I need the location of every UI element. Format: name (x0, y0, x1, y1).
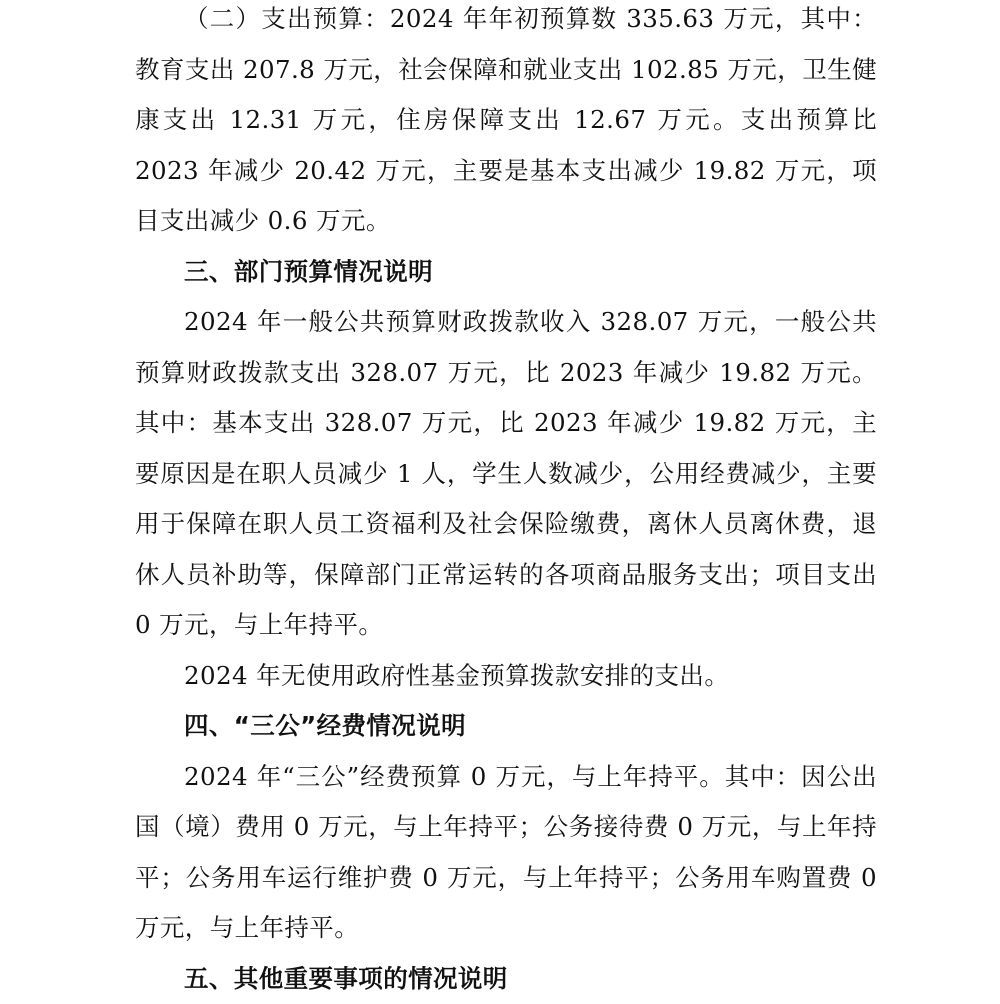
paragraph-expenditure-budget: （二）支出预算：2024 年年初预算数 335.63 万元，其中：教育支出 207.8 万元，社会保障和就业支出 102.85 万元，卫生健康支出 12.31 万元，住房保障支出 12.67 万元。支出预算比 2023 年减少 20.42 万元，主要是基本支出减少 19.82 万元，项目支出减少 0.6 万元。 (135, 0, 877, 247)
paragraph-three-public-expenses: 2024 年“三公”经费预算 0 万元，与上年持平。其中：因公出国（境）费用 0 万元，与上年持平；公务接待费 0 万元，与上年持平；公务用车运行维护费 0 万元，与上年持平；公务用车购置费 0 万元，与上年持平。 (135, 752, 877, 954)
paragraph-government-fund: 2024 年无使用政府性基金预算拨款安排的支出。 (135, 651, 877, 702)
document-page (135, 0, 877, 1004)
heading-section-3: 三、部门预算情况说明 (135, 247, 877, 298)
heading-section-4: 四、“三公”经费情况说明 (135, 701, 877, 752)
paragraph-department-budget: 2024 年一般公共预算财政拨款收入 328.07 万元，一般公共预算财政拨款支出 328.07 万元，比 2023 年减少 19.82 万元。其中：基本支出 328.07 万元，比 2023 年减少 19.82 万元，主要原因是在职人员减少 1 人，学生人数减少，公用经费减少，主要用于保障在职人员工资福利及社会保险缴费，离休人员离休费，退休人员补助等，保障部门正常运转的各项商品服务支出；项目支出 0 万元，与上年持平。 (135, 297, 877, 651)
heading-section-5: 五、其他重要事项的情况说明 (135, 954, 877, 1004)
